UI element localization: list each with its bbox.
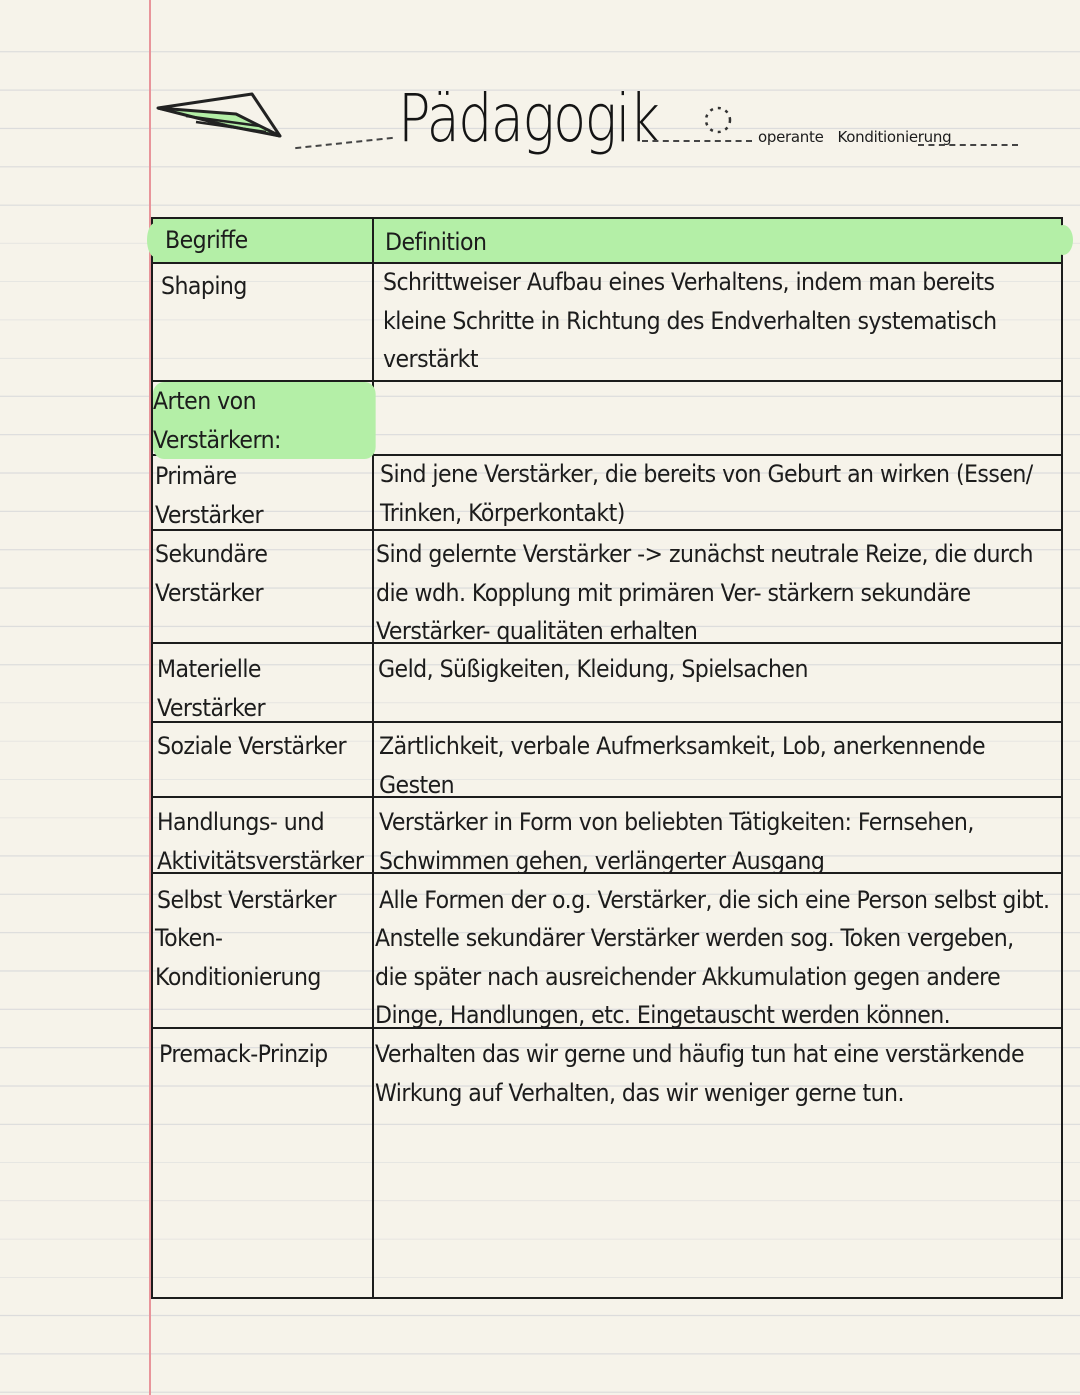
definition-cell: Zärtlichkeit, verbale Aufmerksamkeit, Lob, anerkennende Gesten	[379, 732, 986, 799]
term-cell: Primäre Verstärker	[155, 462, 263, 529]
term-cell-section-heading: Arten von Verstärkern:	[153, 382, 376, 459]
page-header	[150, 70, 1050, 200]
term-cell: Selbst Verstärker	[157, 886, 337, 914]
column-header-definition: Definition	[385, 228, 487, 256]
definition-cell: Verstärker in Form von beliebten Tätigkeiten: Fernsehen, Schwimmen gehen, verlängerter Ausgang	[379, 808, 974, 875]
page-title: Pädagogik	[398, 80, 659, 157]
term-cell: Sekundäre Verstärker	[155, 540, 268, 607]
definition-cell: Geld, Süßigkeiten, Kleidung, Spielsachen	[378, 655, 808, 683]
title-dash-middle	[642, 140, 752, 142]
term-cell: Soziale Verstärker	[157, 732, 347, 760]
subtitle-word-1: operante	[758, 128, 824, 146]
column-header-term: Begriffe	[165, 226, 248, 254]
title-dash-left	[295, 137, 393, 149]
term-cell: Handlungs- und Aktivitätsverstärker	[157, 808, 364, 875]
term-cell: Premack-Prinzip	[159, 1040, 328, 1068]
title-dash-right	[918, 144, 1018, 146]
definition-cell: Alle Formen der o.g. Verstärker, die sich eine Person selbst gibt.	[379, 886, 1050, 914]
term-cell: Token- Konditionierung	[155, 924, 321, 991]
definitions-table	[151, 217, 1063, 1299]
definition-cell: Verhalten das wir gerne und häufig tun hat eine verstärkende Wirkung auf Verhalten, das wir weniger gerne tun.	[375, 1040, 1025, 1107]
definition-cell: Sind gelernte Verstärker -> zunächst neutrale Reize, die durch die wdh. Kopplung mit primären Ver- stärkern sekundäre Verstärker- qualitäten erhalten	[376, 540, 1033, 645]
subtitle-word-2: Konditionierung	[837, 128, 952, 146]
paper-plane-icon	[156, 80, 286, 150]
definition-cell: Sind jene Verstärker, die bereits von Geburt an wirken (Essen/ Trinken, Körperkontakt)	[380, 460, 1033, 527]
definition-cell: Anstelle sekundärer Verstärker werden sog. Token vergeben, die später nach ausreichender Akkumulation gegen andere Dinge, Handlungen, etc. Eingetauscht werden können.	[375, 924, 1014, 1029]
definition-cell: Schrittweiser Aufbau eines Verhaltens, indem man bereits kleine Schritte in Richtung des Endverhalten systematisch verstärkt	[383, 268, 997, 373]
term-cell: Shaping	[161, 272, 247, 300]
term-cell: Materielle Verstärker	[157, 655, 265, 722]
